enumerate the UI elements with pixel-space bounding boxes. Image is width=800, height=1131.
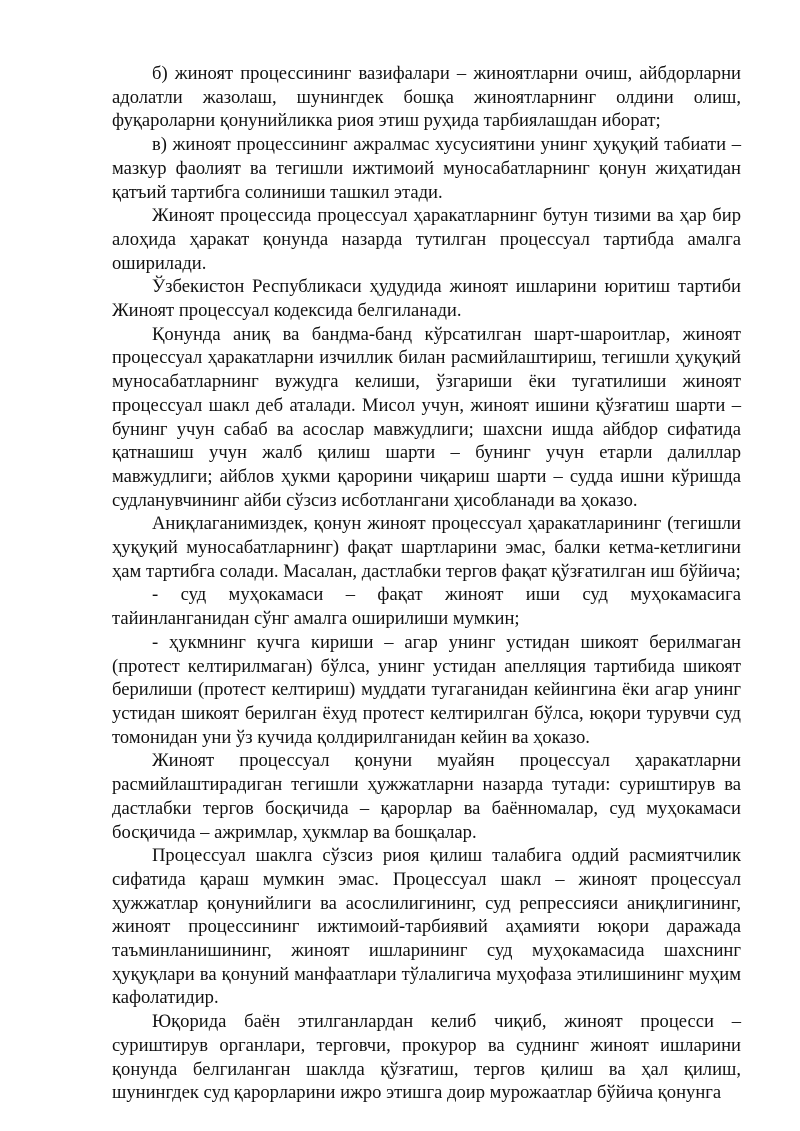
paragraph-procedure-code: Ўзбекистон Республикаси ҳудудида жиноят ишларини юритиш тартиби Жиноят процессуал кодексида белгиланади. — [112, 276, 741, 322]
paragraph-sequence: Аниқлаганимиздек, қонун жиноят процессуал ҳаракатларининг (тегишли ҳуқуқий муносабатларнинг) фақат шартларини эмас, балки кетма-кетлигини ҳам тартибга солади. Масалан, дастлабки тергов фақат қўзғатилган иш бўйича; — [112, 513, 741, 582]
paragraph-task-b: б) жиноят процессининг вазифалари – жиноятларни очиш, айбдорларни адолатли жазолаш, шунингдек бошқа жиноятларнинг олдини олиш, фуқароларни қонунийликка риоя этиш руҳида тарбиялашдан иборат; — [112, 63, 741, 132]
paragraph-conclusion: Юқорида баён этилганлардан келиб чиқиб, жиноят процесси – суриштирув органлари, терговчи, прокурор ва суднинг жиноят ишларини қонунда белгиланган шаклда қўзғатиш, тергов қилиш ва ҳал қилиш, шунингдек суд қарорларини ижро этишга доир мурожаатлар бўйича қонунга — [112, 1011, 741, 1104]
paragraph-list-trial: - суд муҳокамаси – фақат жиноят иши суд муҳокамасига тайинланганидан сўнг амалга оширилиши мумкин; — [112, 584, 741, 630]
paragraph-feature-v: в) жиноят процессининг ажралмас хусусиятини унинг ҳуқуқий табиати – мазкур фаолият ва тегишли ижтимоий муносабатларнинг қонун жиҳатидан қатъий тартибга солиниши ташкил этади. — [112, 134, 741, 203]
paragraph-procedural-form: Қонунда аниқ ва бандма-банд кўрсатилган шарт-шароитлар, жиноят процессуал ҳаракатларни изчиллик билан расмийлаштириш, тегишли ҳуқуқий муносабатларнинг вужудга келиши, ўзгариши ёки тугатилиши жиноят процессуал шакл деб аталади. Мисол учун, жиноят ишини қўзғатиш шарти – бунинг учун сабаб ва асослар мавжудлиги; шахсни ишда айбдор сифатида қатнашиш учун жалб қилиш шарти – бунинг учун етарли далиллар мавжудлиги; айблов ҳукми қарорини чиқариш шарти – судда ишни кўришда судланувчининг айби сўзсиз исботлангани ҳисобланади ва ҳоказо. — [112, 323, 741, 511]
paragraph-list-verdict: - ҳукмнинг кучга кириши – агар унинг устидан шикоят берилмаган (протест келтирилмаган) бўлса, унинг устидан апелляция тартибида шикоят берилиши (протест келтириш) муддати тугаганидан кейингина ёки агар унинг устидан шикоят берилган ёхуд протест келтирилган бўлса, юқори турувчи суд томонидан уни ўз кучида қолдирилганидан кейин ва ҳоказо. — [112, 631, 741, 748]
paragraph-documents: Жиноят процессуал қонуни муайян процессуал ҳаракатларни расмийлаштирадиган тегишли ҳужжатларни назарда тутади: суриштирув ва дастлабки тергов босқичида – қарорлар ва баённомалар, суд муҳокамаси босқичида – ажримлар, ҳукмлар ва бошқалар. — [112, 750, 741, 843]
document-page — [112, 62, 741, 1105]
paragraph-procedural-system: Жиноят процессида процессуал ҳаракатларнинг бутун тизими ва ҳар бир алоҳида ҳаракат қонунда назарда тутилган процессуал тартибда амалга оширилади. — [112, 205, 741, 274]
paragraph-formality: Процессуал шаклга сўзсиз риоя қилиш талабига оддий расмиятчилик сифатида қараш мумкин эмас. Процессуал шакл – жиноят процессуал ҳужжатлар қонунийлиги ва асослилигининг, суд репрессияси аниқлигининг, жиноят процессининг ижтимоий-тарбиявий аҳамияти юқори даражада таъминланишининг, жиноят ишларининг суд муҳокамасида шахснинг ҳуқуқлари ва қонуний манфаатлари тўлалигича муҳофаза этилишининг муҳим кафолатидир. — [112, 845, 741, 1009]
